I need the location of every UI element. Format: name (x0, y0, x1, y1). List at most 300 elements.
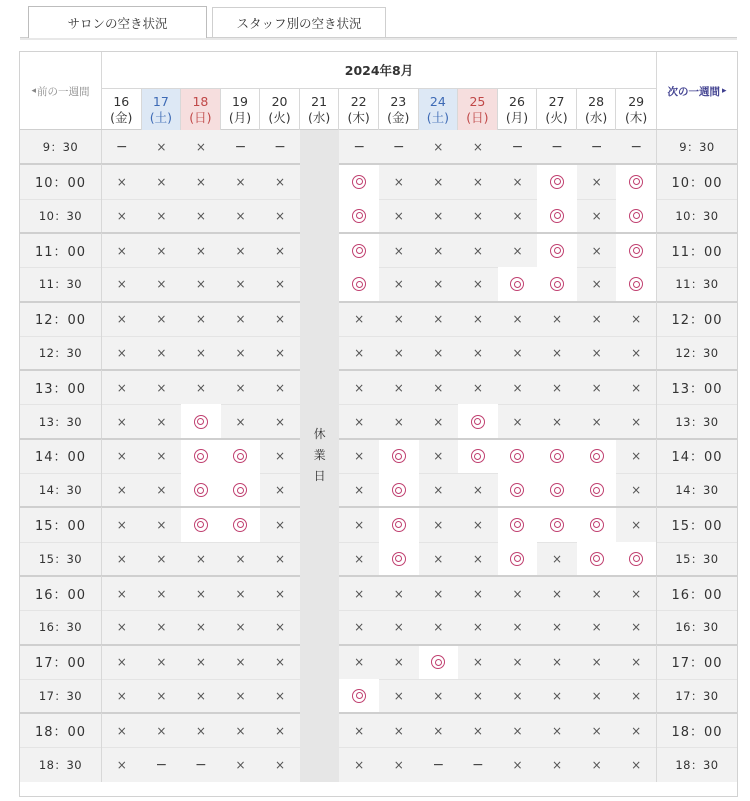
day-of-week: (月) (228, 109, 252, 125)
time-label-left (20, 164, 102, 198)
time-text: 14：30 (675, 483, 719, 498)
cross-icon: × (393, 380, 404, 395)
double-circle-icon (194, 518, 208, 532)
day-of-week: (水) (307, 109, 331, 125)
slot-unavailable (260, 234, 300, 267)
cross-icon: × (354, 380, 365, 395)
double-circle-icon (352, 244, 366, 258)
slot-available[interactable] (419, 646, 459, 679)
slot-available[interactable] (616, 234, 656, 267)
slot-unavailable (419, 473, 459, 507)
cross-icon: × (354, 517, 365, 532)
slot-unavailable (142, 303, 182, 336)
slot-available[interactable] (339, 234, 379, 267)
cross-icon: × (472, 174, 483, 189)
slot-available[interactable] (537, 440, 577, 473)
double-circle-icon (550, 244, 564, 258)
cross-icon: × (156, 414, 167, 429)
time-label-right (656, 576, 737, 610)
slot-unavailable (142, 714, 182, 747)
cross-icon: × (433, 414, 444, 429)
cross-icon: × (591, 655, 602, 670)
slot-unavailable (339, 440, 379, 473)
day-header (537, 89, 577, 130)
time-text: 13：00 (671, 381, 723, 397)
slot-unavailable (379, 234, 419, 267)
time-text: 14：00 (671, 450, 723, 466)
slot-unavailable (142, 473, 182, 507)
time-label-right (656, 233, 737, 267)
slot-available[interactable] (537, 199, 577, 233)
cross-icon: × (631, 380, 642, 395)
slot-unavailable (142, 542, 182, 576)
double-circle-icon (629, 209, 643, 223)
cross-icon: × (552, 312, 563, 327)
slot-unavailable (379, 714, 419, 747)
next-week-cell (656, 52, 737, 130)
cross-icon: × (472, 517, 483, 532)
double-circle-icon (352, 689, 366, 703)
slot-unavailable (379, 646, 419, 679)
double-circle-icon (233, 518, 247, 532)
day-header (181, 89, 221, 130)
slot-unavailable (458, 473, 498, 507)
dash-icon: − (511, 139, 524, 156)
closed-day-label: 休 (313, 427, 326, 442)
time-text: 12：00 (671, 313, 723, 329)
slot-unavailable (458, 542, 498, 576)
tab-salon-availability[interactable]: サロンの空き状況 (28, 6, 207, 38)
slot-unavailable (458, 267, 498, 301)
cross-icon: × (116, 208, 127, 223)
time-label-left (20, 542, 102, 576)
time-text: 12：30 (38, 345, 83, 360)
slot-unavailable (458, 165, 498, 198)
cross-icon: × (433, 723, 444, 738)
time-label-right (656, 336, 737, 370)
day-header (616, 89, 656, 130)
cross-icon: × (275, 345, 286, 360)
cross-icon: × (354, 483, 365, 498)
slot-available[interactable] (221, 508, 261, 541)
time-label-right (656, 610, 737, 644)
cross-icon: × (275, 655, 286, 670)
time-text: 17：30 (675, 688, 719, 703)
cross-icon: × (116, 517, 127, 532)
slot-unavailable (181, 542, 221, 576)
prev-week-cell (20, 52, 102, 130)
cross-icon: × (116, 723, 127, 738)
time-text: 13：30 (675, 414, 719, 429)
slot-unavailable (419, 267, 459, 301)
slot-available[interactable] (458, 440, 498, 473)
slot-unavailable (260, 165, 300, 198)
day-of-week: (木) (347, 109, 370, 125)
slot-unavailable (419, 440, 459, 473)
slot-available[interactable] (181, 508, 221, 541)
slot-unavailable (221, 336, 261, 370)
slot-unavailable (537, 747, 577, 781)
cross-icon: × (354, 345, 365, 360)
cross-icon: × (472, 586, 483, 601)
double-circle-icon (352, 277, 366, 291)
cross-icon: × (235, 174, 246, 189)
cross-icon: × (472, 277, 483, 292)
slot-unavailable (379, 267, 419, 301)
cross-icon: × (354, 723, 365, 738)
slot-available[interactable] (379, 542, 419, 576)
slot-unavailable (339, 303, 379, 336)
time-text: 9：30 (679, 140, 715, 155)
slot-unavailable (419, 199, 459, 233)
slot-available[interactable] (379, 473, 419, 507)
time-label-left (20, 302, 102, 336)
cross-icon: × (116, 345, 127, 360)
double-circle-icon (431, 655, 445, 669)
slot-available[interactable] (537, 508, 577, 541)
slot-unavailable (537, 303, 577, 336)
double-circle-icon (471, 415, 485, 429)
slot-unavailable (419, 610, 459, 644)
cross-icon: × (512, 208, 523, 223)
time-text: 15：30 (38, 551, 83, 566)
time-text: 16：00 (34, 587, 87, 603)
time-label-right (656, 267, 737, 301)
slot-unavailable (458, 234, 498, 267)
cross-icon: × (116, 688, 127, 703)
cross-icon: × (631, 620, 642, 635)
slot-unavailable (419, 303, 459, 336)
slot-unavailable (498, 577, 538, 610)
slot-available[interactable] (379, 440, 419, 473)
slot-unavailable (577, 577, 617, 610)
cross-icon: × (631, 586, 642, 601)
cross-icon: × (433, 345, 444, 360)
day-header (577, 89, 617, 130)
prev-week-link[interactable] (31, 84, 89, 99)
slot-available[interactable] (181, 473, 221, 507)
slot-unavailable (537, 542, 577, 576)
slot-unavailable (498, 371, 538, 404)
slot-unavailable (221, 747, 261, 781)
cross-icon: × (235, 723, 246, 738)
slot-available[interactable] (498, 508, 538, 541)
cross-icon: × (512, 723, 523, 738)
day-number: 21 (311, 93, 328, 109)
day-number: 24 (429, 93, 446, 109)
slot-unavailable (142, 577, 182, 610)
slot-unavailable (102, 542, 142, 576)
day-of-week: (土) (149, 109, 172, 125)
slot-available[interactable] (379, 508, 419, 541)
chevron-left-icon: ◂ (31, 86, 37, 96)
time-text: 15：00 (34, 518, 87, 534)
cross-icon: × (275, 449, 286, 464)
time-text: 15：30 (675, 551, 719, 566)
slot-unavailable (537, 371, 577, 404)
cross-icon: × (275, 380, 286, 395)
slot-available[interactable] (339, 165, 379, 198)
slot-unavailable (498, 714, 538, 747)
time-label-left (20, 713, 102, 747)
time-text: 16：00 (671, 587, 723, 603)
slot-unavailable (419, 371, 459, 404)
slot-available[interactable] (616, 267, 656, 301)
slot-unavailable (379, 610, 419, 644)
cross-icon: × (195, 551, 206, 566)
cross-icon: × (156, 345, 167, 360)
dash-icon: − (630, 139, 643, 156)
slot-unavailable (181, 714, 221, 747)
slot-unavailable (221, 303, 261, 336)
time-text: 11：30 (38, 277, 83, 292)
slot-unavailable (379, 577, 419, 610)
cross-icon: × (116, 620, 127, 635)
slot-unavailable (260, 646, 300, 679)
cross-icon: × (433, 620, 444, 635)
slot-not-bookable (419, 747, 459, 781)
slot-unavailable (221, 404, 261, 438)
tab-staff-availability[interactable]: スタッフ別の空き状況 (212, 7, 386, 37)
slot-unavailable (260, 440, 300, 473)
double-circle-icon (550, 277, 564, 291)
slot-available[interactable] (537, 234, 577, 267)
time-label-left (20, 199, 102, 233)
slot-unavailable (616, 610, 656, 644)
cross-icon: × (195, 380, 206, 395)
slot-unavailable (498, 747, 538, 781)
cross-icon: × (433, 449, 444, 464)
slot-unavailable (260, 303, 300, 336)
cross-icon: × (512, 174, 523, 189)
slot-unavailable (339, 646, 379, 679)
slot-unavailable (102, 199, 142, 233)
cross-icon: × (354, 620, 365, 635)
slot-unavailable (102, 646, 142, 679)
cross-icon: × (512, 688, 523, 703)
slot-unavailable (498, 404, 538, 438)
cross-icon: × (156, 140, 167, 155)
dash-icon: − (432, 756, 445, 773)
time-text: 17：30 (38, 688, 83, 703)
cross-icon: × (275, 312, 286, 327)
day-of-week: (木) (625, 109, 648, 125)
slot-available[interactable] (616, 542, 656, 576)
cross-icon: × (235, 757, 246, 772)
time-text: 11：00 (671, 244, 723, 260)
day-number: 16 (113, 93, 130, 109)
cross-icon: × (552, 620, 563, 635)
slot-unavailable (102, 679, 142, 713)
slot-available[interactable] (537, 165, 577, 198)
time-label-right (656, 713, 737, 747)
double-circle-icon (510, 483, 524, 497)
double-circle-icon (352, 209, 366, 223)
slot-unavailable (181, 130, 221, 164)
slot-unavailable (458, 610, 498, 644)
cross-icon: × (354, 414, 365, 429)
slot-unavailable (379, 371, 419, 404)
slot-available[interactable] (577, 542, 617, 576)
double-circle-icon (550, 483, 564, 497)
slot-unavailable (498, 646, 538, 679)
cross-icon: × (354, 312, 365, 327)
slot-available[interactable] (577, 440, 617, 473)
cross-icon: × (275, 688, 286, 703)
time-label-left (20, 233, 102, 267)
slot-unavailable (221, 267, 261, 301)
slot-unavailable (142, 371, 182, 404)
closed-day-label: 業 (313, 448, 326, 463)
time-text: 11：00 (34, 244, 87, 260)
cross-icon: × (195, 345, 206, 360)
time-label-left (20, 267, 102, 301)
time-text: 9：30 (42, 140, 79, 155)
slot-available[interactable] (458, 404, 498, 438)
slot-available[interactable] (616, 199, 656, 233)
slot-not-bookable (102, 130, 142, 164)
closed-day-column (300, 130, 340, 782)
day-header (102, 89, 142, 130)
slot-available[interactable] (339, 267, 379, 301)
time-label-right (656, 542, 737, 576)
slot-unavailable (339, 747, 379, 781)
cross-icon: × (235, 208, 246, 223)
slot-unavailable (181, 165, 221, 198)
day-header (419, 89, 459, 130)
slot-unavailable (102, 165, 142, 198)
slot-available[interactable] (577, 473, 617, 507)
slot-available[interactable] (537, 473, 577, 507)
day-number: 18 (192, 93, 209, 109)
cross-icon: × (591, 174, 602, 189)
slot-unavailable (379, 303, 419, 336)
time-text: 11：30 (675, 277, 719, 292)
dash-icon: − (353, 139, 366, 156)
cross-icon: × (433, 586, 444, 601)
slot-unavailable (142, 610, 182, 644)
cross-icon: × (156, 688, 167, 703)
slot-unavailable (537, 577, 577, 610)
cross-icon: × (631, 483, 642, 498)
availability-table (19, 51, 738, 797)
slot-unavailable (616, 473, 656, 507)
cross-icon: × (235, 655, 246, 670)
slot-unavailable (379, 747, 419, 781)
double-circle-icon (510, 449, 524, 463)
slot-unavailable (458, 508, 498, 541)
day-number: 29 (628, 93, 645, 109)
slot-available[interactable] (498, 542, 538, 576)
slot-available[interactable] (537, 267, 577, 301)
slot-unavailable (102, 577, 142, 610)
slot-unavailable (102, 371, 142, 404)
slot-available[interactable] (498, 267, 538, 301)
cross-icon: × (393, 174, 404, 189)
slot-unavailable (537, 646, 577, 679)
day-of-week: (水) (584, 109, 608, 125)
slot-unavailable (577, 267, 617, 301)
slot-unavailable (181, 234, 221, 267)
cross-icon: × (552, 586, 563, 601)
slot-available[interactable] (498, 473, 538, 507)
slot-unavailable (339, 610, 379, 644)
dash-icon: − (234, 139, 247, 156)
slot-unavailable (339, 577, 379, 610)
slot-unavailable (181, 371, 221, 404)
slot-available[interactable] (221, 440, 261, 473)
slot-not-bookable (616, 130, 656, 164)
cross-icon: × (156, 586, 167, 601)
cross-icon: × (591, 277, 602, 292)
slot-not-bookable (498, 130, 538, 164)
next-week-link[interactable] (667, 84, 726, 99)
slot-available[interactable] (339, 679, 379, 713)
day-header (458, 89, 498, 130)
time-text: 17：00 (34, 656, 87, 672)
cross-icon: × (156, 655, 167, 670)
time-label-right (656, 130, 737, 164)
slot-not-bookable (379, 130, 419, 164)
slot-unavailable (260, 508, 300, 541)
time-label-left (20, 507, 102, 541)
cross-icon: × (156, 312, 167, 327)
dash-icon: − (392, 139, 405, 156)
cross-icon: × (472, 551, 483, 566)
day-of-week: (金) (387, 109, 410, 125)
time-label-right (656, 199, 737, 233)
slot-available[interactable] (498, 440, 538, 473)
slot-unavailable (142, 679, 182, 713)
cross-icon: × (116, 586, 127, 601)
cross-icon: × (512, 586, 523, 601)
cross-icon: × (195, 243, 206, 258)
chevron-right-icon: ▸ (721, 86, 727, 96)
slot-available[interactable] (181, 404, 221, 438)
cross-icon: × (116, 312, 127, 327)
day-header (142, 89, 182, 130)
slot-unavailable (260, 404, 300, 438)
slot-available[interactable] (616, 165, 656, 198)
slot-unavailable (419, 130, 459, 164)
slot-unavailable (181, 303, 221, 336)
prev-week-label: 前の一週間 (37, 85, 90, 98)
slot-unavailable (102, 336, 142, 370)
slot-unavailable (577, 610, 617, 644)
cross-icon: × (512, 655, 523, 670)
cross-icon: × (156, 483, 167, 498)
slot-available[interactable] (181, 440, 221, 473)
cross-icon: × (235, 620, 246, 635)
cross-icon: × (235, 312, 246, 327)
slot-unavailable (419, 679, 459, 713)
slot-available[interactable] (339, 199, 379, 233)
cross-icon: × (116, 414, 127, 429)
cross-icon: × (275, 723, 286, 738)
cross-icon: × (591, 723, 602, 738)
slot-unavailable (616, 508, 656, 541)
slot-unavailable (458, 679, 498, 713)
slot-unavailable (537, 404, 577, 438)
time-text: 10：30 (675, 208, 719, 223)
cross-icon: × (552, 380, 563, 395)
slot-not-bookable (181, 747, 221, 781)
cross-icon: × (512, 757, 523, 772)
cross-icon: × (275, 757, 286, 772)
slot-available[interactable] (221, 473, 261, 507)
slot-available[interactable] (577, 508, 617, 541)
slot-unavailable (379, 404, 419, 438)
